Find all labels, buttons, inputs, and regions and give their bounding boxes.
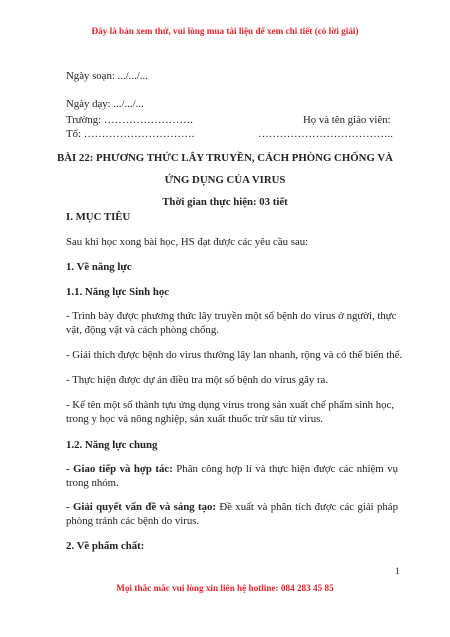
preview-banner: Đây là bản xem thử, vui lòng mua tài liệu để xem chi tiết (có lời giải) (91, 26, 359, 36)
chung-item-lead: - Giao tiếp và hợp tác: (66, 463, 173, 475)
heading-nang-luc-chung: 1.2. Năng lực chung (66, 439, 158, 451)
heading-nang-luc: 1. Về năng lực (66, 261, 132, 273)
heading-nang-luc-sinh-hoc: 1.1. Năng lực Sinh học (66, 286, 170, 298)
sinh-hoc-item-1: - Trình bày được phương thức lây truyền một số bệnh do virus ở người, thực vật, động vật và cách phòng chống. (66, 310, 397, 336)
sinh-hoc-item-3: - Thực hiện được dự án điều tra một số bệnh do virus gây ra. (66, 374, 329, 386)
sinh-hoc-item-4: - Kể tên một số thành tựu ứng dụng virus trong sản xuất chế phẩm sinh học, trong y học và nông nghiệp, sản xuất thuốc trừ sâu từ virus. (66, 399, 395, 425)
truong-field: Trường: ……………………. (66, 114, 193, 126)
hotline-footer: Mọi thắc mắc vui lòng xin liên hệ hotline: 084 283 45 85 (116, 583, 334, 593)
chung-item-giao-tiep (66, 462, 398, 490)
ngay-day: Ngày dạy: .../.../... (66, 98, 144, 110)
page-number: 1 (395, 567, 400, 577)
intro-text: Sau khi học xong bài học, HS đạt được các yêu cầu sau: (66, 236, 309, 248)
giao-vien-dots: ……………………………….. (258, 128, 393, 140)
section-muc-tieu: I. MỤC TIÊU (66, 211, 131, 223)
chung-item-text: Phân công hợp lí và thực hiện được các nhiệm vụ trong nhóm. (66, 463, 398, 489)
giao-vien-label: Họ và tên giáo viên: (303, 114, 391, 126)
sinh-hoc-item-2: - Giải thích được bệnh do virus thường lây lan nhanh, rộng và có thể biến thể. (66, 349, 403, 361)
chung-item-giai-quyet (66, 500, 398, 528)
chung-item-text: Đề xuất và phân tích được các giải pháp phòng tránh các bệnh do virus. (66, 501, 398, 527)
chung-item-lead: - Giải quyết vấn đề và sáng tạo: (66, 501, 217, 513)
heading-pham-chat: 2. Về phẩm chất: (66, 540, 145, 552)
lesson-title: BÀI 22: PHƯƠNG THỨC LÂY TRUYỀN, CÁCH PHÒNG CHỐNG VÀ ỨNG DỤNG CỦA VIRUS (57, 152, 393, 186)
to-field: Tổ: …………………………. (66, 128, 195, 140)
ngay-soan: Ngày soạn: .../.../... (66, 70, 148, 82)
lesson-duration: Thời gian thực hiện: 03 tiết (162, 196, 288, 208)
